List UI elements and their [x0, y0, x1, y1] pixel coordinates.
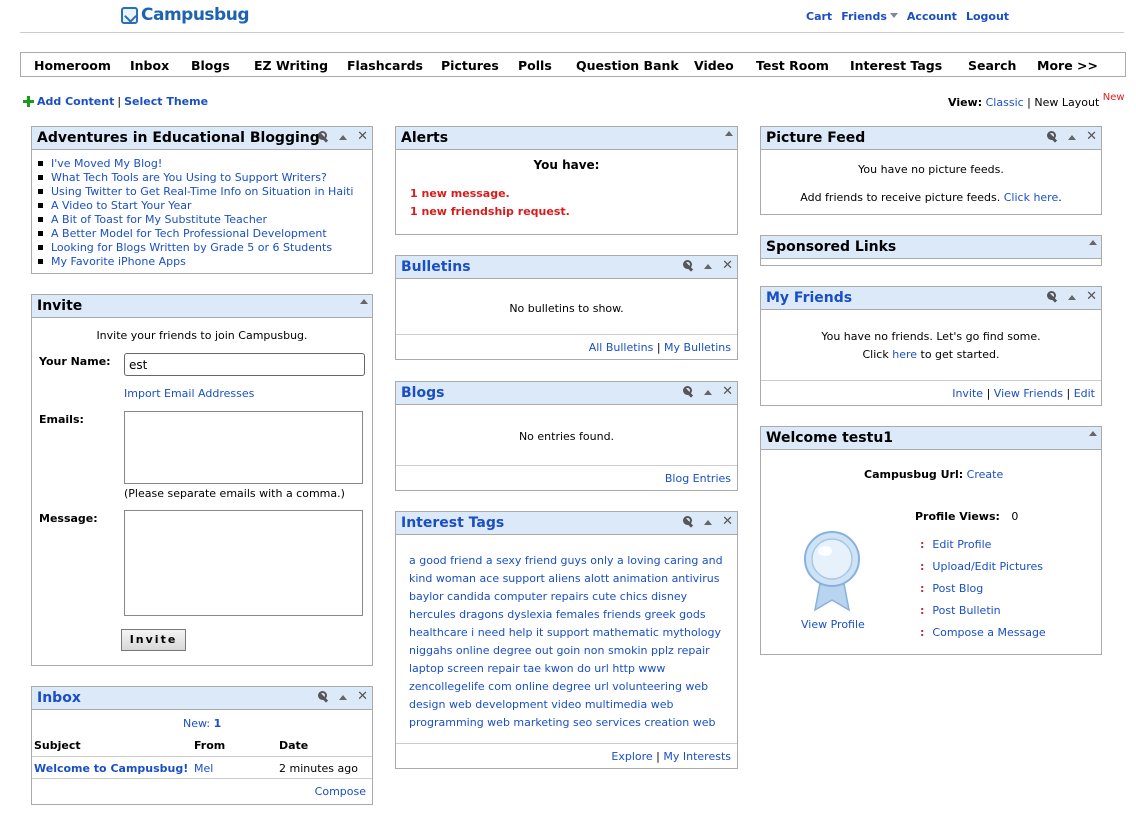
panel-header [396, 512, 737, 535]
list-item[interactable] [38, 199, 372, 213]
collapse-icon[interactable] [725, 131, 733, 136]
welcome-panel [760, 426, 1102, 655]
message-from[interactable]: Mel [194, 762, 214, 775]
nav-video[interactable]: Video [694, 58, 734, 73]
friends-empty-line1: You have no friends. Let's go find some. [821, 330, 1041, 343]
panel-header [396, 127, 737, 150]
nav-inbox[interactable]: Inbox [130, 58, 170, 73]
period: . [1058, 191, 1062, 204]
all-bulletins-link[interactable]: All Bulletins [588, 341, 654, 354]
nav-flashcards[interactable]: Flashcards [347, 58, 423, 73]
interest-tags-panel [395, 511, 738, 769]
collapse-icon[interactable] [1068, 295, 1076, 300]
panel-title[interactable]: Blogs [401, 385, 445, 401]
wrench-icon[interactable] [317, 691, 329, 703]
panel-header [396, 382, 737, 405]
add-content-link[interactable]: Add Content [37, 95, 115, 108]
new-count-value[interactable]: 1 [213, 717, 222, 730]
tag-cloud [409, 552, 723, 732]
panel-header [32, 127, 372, 150]
bulletins-panel [395, 255, 738, 360]
import-email-link[interactable]: Import Email Addresses [124, 387, 255, 400]
nav-test-room[interactable]: Test Room [756, 58, 829, 73]
campusbug-logo[interactable] [121, 3, 249, 27]
close-icon[interactable]: ✕ [722, 384, 733, 399]
panel-header [32, 687, 372, 710]
wrench-icon[interactable] [682, 386, 694, 398]
blogs-empty: No entries found. [518, 430, 615, 443]
tag-line[interactable]: niggahs online degree out goin non smokin pplz repair [409, 644, 710, 657]
collapse-icon[interactable] [704, 390, 712, 395]
blog-post-link[interactable]: What Tech Tools are You Using to Support Writers? [51, 171, 327, 184]
list-item[interactable] [920, 556, 1046, 578]
wrench-icon[interactable] [1046, 131, 1058, 143]
alert-new-message[interactable]: 1 new message. [410, 187, 510, 200]
list-item[interactable] [920, 578, 1046, 600]
url-label: Campusbug Url: [864, 468, 964, 481]
list-item[interactable] [38, 185, 372, 199]
blog-post-link[interactable]: Using Twitter to Get Real-Time Info on Situation in Haiti [51, 185, 354, 198]
chevron-down-icon[interactable] [890, 13, 898, 18]
logo-icon [121, 7, 138, 24]
blog-post-link[interactable]: A Better Model for Tech Professional Development [51, 227, 327, 240]
list-item[interactable] [920, 622, 1046, 644]
message-subject[interactable]: Welcome to Campusbug! [34, 762, 189, 775]
new-badge: New [1102, 92, 1125, 103]
panel-header [761, 127, 1101, 150]
account-link[interactable]: Account [906, 10, 957, 23]
nav-blogs[interactable]: Blogs [191, 58, 230, 73]
panel-title: Alerts [401, 130, 449, 146]
panel-header [761, 427, 1101, 450]
select-theme-link[interactable]: Select Theme [124, 95, 209, 108]
panel-footer [761, 380, 1101, 405]
friends-menu[interactable] [841, 10, 898, 23]
col-from: From [194, 739, 226, 752]
invite-intro: Invite your friends to join Campusbug. [96, 329, 308, 342]
view-separator: | [1027, 96, 1031, 109]
close-icon[interactable]: ✕ [722, 514, 733, 529]
close-icon[interactable]: ✕ [357, 689, 368, 704]
view-friends-link[interactable]: View Friends [993, 387, 1063, 400]
toolbar-separator: | [117, 95, 122, 108]
footer-separator: | [656, 750, 660, 763]
view-new-layout: New Layout [1034, 96, 1100, 109]
list-item[interactable] [38, 213, 372, 227]
blog-post-link[interactable]: Looking for Blogs Written by Grade 5 or 6 Students [51, 241, 333, 254]
logo-text: Campusbug [141, 5, 249, 25]
profile-actions [920, 534, 1046, 644]
top-links [806, 10, 1009, 23]
collapse-icon[interactable] [704, 264, 712, 269]
invite-panel [31, 294, 373, 666]
emails-label: Emails: [39, 413, 84, 426]
tag-line[interactable]: programming web marketing seo services creation web [409, 716, 716, 729]
plus-icon[interactable] [23, 96, 34, 107]
click-text: Click [862, 348, 889, 361]
new-label[interactable]: New: [183, 717, 211, 730]
close-icon[interactable]: ✕ [1086, 289, 1097, 304]
nav-polls[interactable]: Polls [518, 58, 552, 73]
tag-line[interactable]: a good friend a sexy friend guys only a loving caring and [409, 554, 723, 567]
friends-link[interactable]: Friends [841, 10, 887, 23]
collapse-icon[interactable] [704, 520, 712, 525]
tag-line[interactable]: healthcare i need help it support mathematic mythology [409, 626, 721, 639]
edit-profile-link[interactable]: Edit Profile [932, 538, 992, 551]
views-value: 0 [1011, 510, 1019, 523]
list-item[interactable] [38, 241, 372, 255]
invite-link[interactable]: Invite [952, 387, 984, 400]
footer-separator: | [986, 387, 991, 400]
post-bulletin-link[interactable]: Post Bulletin [932, 604, 1001, 617]
here-link[interactable]: here [892, 348, 918, 361]
list-item[interactable] [38, 157, 372, 171]
tag-line[interactable]: hercules dragons dyslexia females friends greek gods [409, 608, 706, 621]
inbox-panel [31, 686, 373, 805]
panel-title: Picture Feed [766, 130, 866, 146]
footer-separator: | [1066, 387, 1071, 400]
blogs-panel [395, 381, 738, 491]
get-started-text: to get started. [920, 348, 1000, 361]
your-name-label: Your Name: [39, 355, 111, 368]
close-icon[interactable]: ✕ [722, 258, 733, 273]
collapse-icon[interactable] [360, 299, 368, 304]
panel-title[interactable]: Bulletins [401, 259, 471, 275]
panel-footer [396, 465, 737, 490]
blogging-panel [31, 126, 373, 274]
my-bulletins-link[interactable]: My Bulletins [664, 341, 731, 354]
compose-message-link[interactable]: Compose a Message [932, 626, 1046, 639]
picture-feed-panel [760, 126, 1102, 215]
new-count[interactable] [183, 717, 221, 730]
emails-hint: (Please separate emails with a comma.) [124, 487, 345, 500]
edit-friends-link[interactable]: Edit [1073, 387, 1095, 400]
nav-question-bank[interactable]: Question Bank [576, 58, 679, 73]
panel-title[interactable]: Inbox [37, 690, 81, 706]
blog-post-list [32, 150, 372, 269]
wrench-icon[interactable] [682, 516, 694, 528]
panel-header [32, 295, 372, 318]
close-icon[interactable]: ✕ [1086, 129, 1097, 144]
collapse-icon[interactable] [339, 135, 347, 140]
message-textarea[interactable] [124, 510, 363, 616]
footer-separator: | [656, 341, 661, 354]
create-url-link[interactable]: Create [966, 468, 1004, 481]
logout-link[interactable]: Logout [965, 10, 1010, 23]
cart-link[interactable]: Cart [806, 10, 833, 23]
tag-line[interactable]: zencollegelife com online degree url volunteering web [409, 680, 709, 693]
nav-more[interactable]: More >> [1037, 58, 1098, 73]
alerts-panel [395, 126, 738, 235]
avatar[interactable] [803, 530, 861, 614]
close-icon[interactable]: ✕ [357, 129, 368, 144]
list-item[interactable] [920, 600, 1046, 622]
post-blog-link[interactable]: Post Blog [932, 582, 984, 595]
tag-line[interactable]: kind woman ace support aliens alott animation antivirus [409, 572, 720, 585]
your-name-input[interactable]: est [124, 353, 365, 376]
panel-title[interactable]: Interest Tags [401, 515, 505, 531]
collapse-icon[interactable] [339, 695, 347, 700]
nav-homeroom[interactable]: Homeroom [34, 58, 111, 73]
panel-title: Welcome testu1 [766, 430, 894, 446]
nav-search[interactable]: Search [968, 58, 1017, 73]
sponsored-links-panel [760, 235, 1102, 266]
panel-title[interactable]: My Friends [766, 290, 853, 306]
panel-title: Sponsored Links [766, 239, 897, 255]
blog-post-link[interactable]: I've Moved My Blog! [51, 157, 163, 170]
list-item[interactable] [38, 171, 372, 185]
upload-pictures-link[interactable]: Upload/Edit Pictures [932, 560, 1044, 573]
alerts-heading: You have: [533, 158, 600, 172]
view-profile-link[interactable]: View Profile [801, 618, 865, 631]
message-date: 2 minutes ago [279, 762, 358, 775]
panel-title: Adventures in Educational Blogging [37, 130, 320, 146]
tag-line[interactable]: laptop screen repair tae kwon do url http www [409, 662, 666, 675]
collapse-icon[interactable] [1068, 135, 1076, 140]
list-item[interactable] [38, 255, 372, 269]
picture-feed-add [761, 191, 1101, 204]
collapse-icon[interactable] [1089, 431, 1097, 436]
blog-post-link[interactable]: A Bit of Toast for My Substitute Teacher [51, 213, 268, 226]
panel-footer [396, 334, 737, 359]
blog-entries-link[interactable]: Blog Entries [664, 472, 731, 485]
view-switcher [948, 92, 1125, 109]
view-label: View: [948, 96, 983, 109]
emails-textarea[interactable] [124, 411, 363, 484]
wrench-icon[interactable] [317, 131, 329, 143]
list-item[interactable] [920, 534, 1046, 556]
views-label: Profile Views: [915, 510, 1000, 523]
compose-link[interactable]: Compose [314, 785, 366, 798]
tag-line[interactable]: baylor candida computer repairs cute chics disney [409, 590, 688, 603]
nav-interest-tags[interactable]: Interest Tags [850, 58, 943, 73]
blog-post-link[interactable]: A Video to Start Your Year [51, 199, 192, 212]
panel-header [396, 256, 737, 279]
content-toolbar [23, 95, 208, 108]
panel-header [761, 236, 1101, 259]
col-subject: Subject [34, 739, 81, 752]
col-date: Date [279, 739, 309, 752]
panel-title: Invite [37, 298, 83, 314]
message-label: Message: [39, 512, 98, 525]
table-row[interactable] [32, 756, 372, 779]
nav-pictures[interactable]: Pictures [441, 58, 499, 73]
my-friends-panel [760, 286, 1102, 406]
invite-button[interactable]: Invite [121, 629, 186, 651]
view-classic-link[interactable]: Classic [985, 96, 1024, 109]
profile-views [915, 510, 1018, 523]
picture-feed-add-text: Add friends to receive picture feeds. [800, 191, 1001, 204]
picture-feed-empty: You have no picture feeds. [858, 163, 1004, 176]
click-here-link[interactable]: Click here [1003, 191, 1059, 204]
blog-post-link[interactable]: My Favorite iPhone Apps [51, 255, 186, 268]
list-item[interactable] [38, 227, 372, 241]
wrench-icon[interactable] [1046, 291, 1058, 303]
my-interests-link[interactable]: My Interests [663, 750, 731, 763]
campusbug-url [864, 468, 1003, 481]
nav-ez-writing[interactable]: EZ Writing [254, 58, 329, 73]
bulletins-empty: No bulletins to show. [509, 302, 624, 315]
header-divider [20, 32, 1124, 33]
explore-link[interactable]: Explore [611, 750, 653, 763]
collapse-icon[interactable] [1089, 240, 1097, 245]
wrench-icon[interactable] [682, 260, 694, 272]
friends-empty-line2 [761, 348, 1101, 361]
panel-header [761, 287, 1101, 310]
tag-line[interactable]: design web development video multimedia web [409, 698, 674, 711]
panel-footer [396, 743, 737, 768]
main-nav [20, 52, 1126, 77]
alert-friend-request[interactable]: 1 new friendship request. [410, 205, 570, 218]
